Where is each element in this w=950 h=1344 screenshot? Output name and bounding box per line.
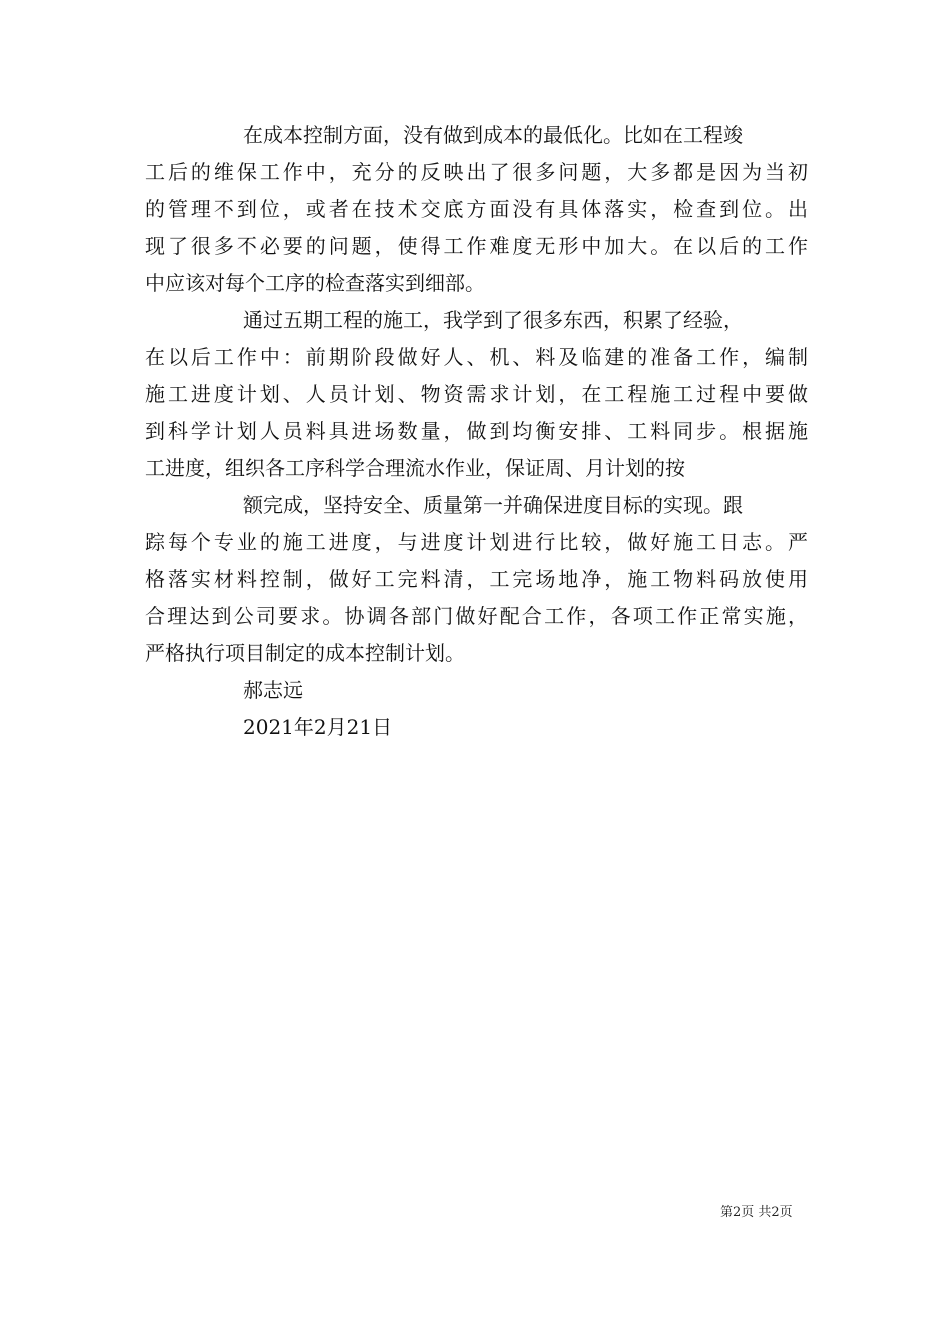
paragraph-line: 施工进度计划、人员计划、物资需求计划，在工程施工过程中要做 [145,382,808,406]
paragraph-line: 踪每个专业的施工进度，与进度计划进行比较，做好施工日志。严 [145,530,808,554]
paragraph-line: 到科学计划人员料具进场数量，做到均衡安排、工料同步。根据施 [145,419,808,443]
paragraph-line: 中应该对每个工序的检查落实到细部。 [145,271,485,295]
paragraph-line: 通过五期工程的施工，我学到了很多东西，积累了经验， [243,308,743,332]
document-date: 2021年2月21日 [243,715,393,739]
paragraph-line: 工后的维保工作中，充分的反映出了很多问题，大多都是因为当初 [145,160,808,184]
paragraph-line: 合理达到公司要求。协调各部门做好配合工作，各项工作正常实施， [145,604,808,628]
paragraph-line: 在成本控制方面，没有做到成本的最低化。比如在工程竣 [243,123,743,147]
document-body [145,117,825,746]
signature: 郝志远 [243,678,303,702]
paragraph-line: 的管理不到位，或者在技术交底方面没有具体落实，检查到位。出 [145,197,808,221]
paragraph-line: 严格执行项目制定的成本控制计划。 [145,641,465,665]
paragraph-line: 格落实材料控制，做好工完料清，工完场地净，施工物料码放使用 [145,567,808,591]
paragraph-line: 额完成，坚持安全、质量第一并确保进度目标的实现。跟 [243,493,743,517]
paragraph-line: 工进度，组织各工序科学合理流水作业，保证周、月计划的按 [145,456,685,480]
paragraph-line: 现了很多不必要的问题，使得工作难度无形中加大。在以后的工作 [145,234,808,258]
paragraph-line: 在以后工作中：前期阶段做好人、机、料及临建的准备工作，编制 [145,345,808,369]
page-number-footer: 第2页 共2页 [720,1205,793,1220]
